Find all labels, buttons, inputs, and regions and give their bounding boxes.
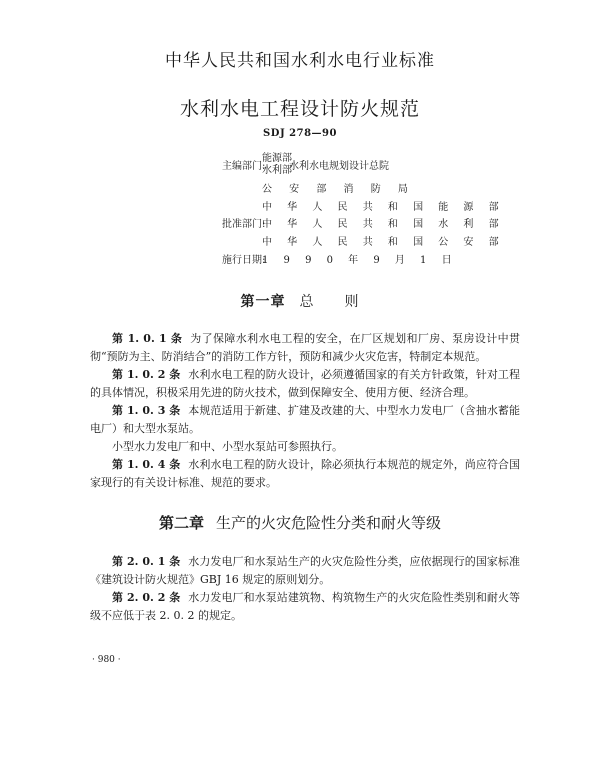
- effective-date: 1 9 9 0 年 9 月 1 日: [262, 255, 458, 266]
- clause-text: 水力发电厂和水泵站生产的火灾危险性分类，应依据现行的国家标准《建筑设计防火规范》GBJ 16 规定的原则划分。: [90, 555, 520, 586]
- page-number: · 980 ·: [92, 655, 121, 665]
- chapter-2-heading: [0, 512, 600, 533]
- editor-ministries: [262, 153, 292, 177]
- editor-org-energy: 能源部: [262, 153, 292, 164]
- clause-1-0-2: [90, 366, 520, 402]
- clause-text: 水利水电工程的防火设计，除必须执行本规范的规定外，尚应符合国家现行的有关设计标准、规范的要求。: [90, 458, 520, 489]
- clause-1-0-3-note: 小型水力发电厂和中、小型水泵站可参照执行。: [112, 440, 343, 453]
- clause-2-0-2: [90, 589, 520, 625]
- clause-number: 第 2. 0. 1 条: [112, 555, 181, 568]
- chapter-1-number: 第一章: [240, 294, 286, 310]
- standard-header: 中华人民共和国水利水电行业标准: [165, 51, 435, 71]
- chapter-1-title: 总 则: [299, 294, 360, 310]
- clause-text: 为了保障水利水电工程的安全，在厂区规划和厂房、泵房设计中贯彻“预防为主、防消结合”的消防工作方针，预防和减少火灾危害，特制定本规范。: [90, 332, 520, 363]
- document-title: 水利水电工程设计防火规范: [179, 98, 420, 120]
- document-code: SDJ 278—90: [263, 128, 337, 139]
- fire-bureau: 公 安 部 消 防 局: [262, 184, 415, 195]
- editor-institute: 水利水电规划设计总院: [289, 161, 389, 172]
- editor-org-water: 水利部: [262, 165, 292, 176]
- clause-1-0-3: [90, 402, 520, 438]
- clause-text: 本规范适用于新建、扩建及改建的大、中型水力发电厂（含抽水蓄能电厂）和大型水泵站。: [90, 404, 520, 435]
- approver-org-security: 中 华 人 民 共 和 国 公 安 部: [262, 237, 505, 248]
- editor-label: 主编部门:: [222, 161, 266, 172]
- clause-number: 第 1. 0. 4 条: [112, 458, 181, 471]
- clause-2-0-1: [90, 553, 520, 589]
- chapter-2-number: 第二章: [158, 514, 204, 532]
- clause-number: 第 1. 0. 2 条: [112, 368, 181, 381]
- approver-org-energy: 中 华 人 民 共 和 国 能 源 部: [262, 202, 505, 213]
- approver-label: 批准部门:: [222, 219, 266, 230]
- chapter-2-body: [90, 553, 520, 625]
- effective-date-label: 施行日期:: [222, 255, 266, 266]
- clause-number: 第 1. 0. 3 条: [112, 404, 181, 417]
- chapter-1-body: [90, 330, 520, 492]
- chapter-2-title: 生产的火灾危险性分类和耐火等级: [216, 514, 442, 532]
- clause-1-0-4: [90, 456, 520, 492]
- clause-1-0-1: [90, 330, 520, 366]
- approver-org-water: 中 华 人 民 共 和 国 水 利 部: [262, 219, 505, 230]
- clause-text: 水力发电厂和水泵站建筑物、构筑物生产的火灾危险性类别和耐火等级不应低于表 2. 0. 2 的规定。: [90, 591, 520, 622]
- clause-number: 第 2. 0. 2 条: [112, 591, 181, 604]
- clause-number: 第 1. 0. 1 条: [112, 332, 183, 345]
- chapter-1-heading: [0, 291, 600, 311]
- clause-text: 水利水电工程的防火设计，必须遵循国家的有关方针政策，针对工程的具体情况，积极采用先进的防火技术，做到保障安全、使用方便、经济合理。: [90, 368, 520, 399]
